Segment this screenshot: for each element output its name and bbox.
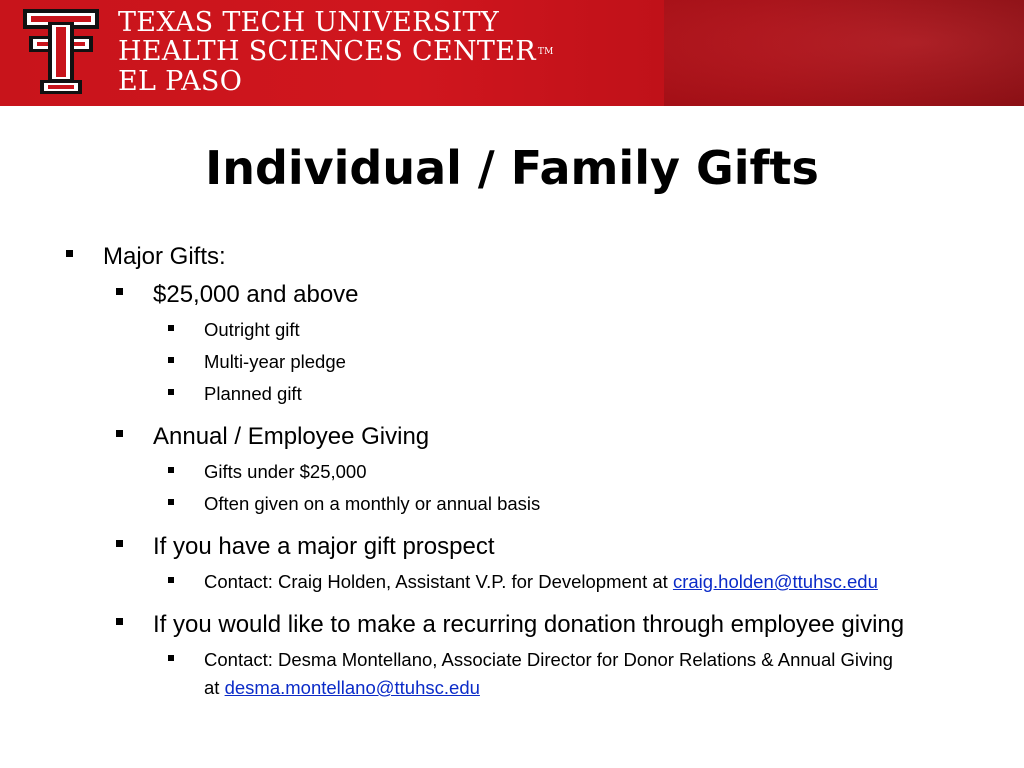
- list-item-text: Gifts under $25,000: [204, 461, 367, 482]
- slide-title: Individual / Family Gifts: [205, 141, 819, 195]
- list-item-text: Planned gift: [204, 383, 302, 404]
- list-item-text: If you would like to make a recurring donation through employee giving: [153, 611, 905, 638]
- bullet-list: [0, 238, 1024, 702]
- list-item-text-continued: at desma.montellano@ttuhsc.edu: [204, 677, 480, 698]
- header-banner: [0, 0, 1024, 106]
- list-item-text: If you have a major gift prospect: [153, 533, 495, 560]
- double-t-logo-icon: [22, 8, 100, 96]
- list-item-text: Outright gift: [204, 319, 300, 340]
- bullet-square-icon: [116, 430, 123, 437]
- list-item-often: [0, 488, 994, 520]
- list-item-text: Often given on a monthly or annual basis: [204, 493, 541, 514]
- brand-line-3: EL PASO: [118, 66, 243, 97]
- email-link-desma-montellano[interactable]: desma.montellano@ttuhsc.edu: [224, 677, 480, 698]
- bullet-square-icon: [168, 655, 174, 661]
- list-item-text: Major Gifts:: [103, 243, 226, 270]
- brand-line-2: HEALTH SCIENCES CENTER TM: [118, 36, 554, 67]
- list-item-multi-year: [0, 346, 994, 378]
- email-link-craig-holden[interactable]: craig.holden@ttuhsc.edu: [672, 571, 878, 592]
- list-item-25k: [0, 276, 1024, 314]
- bullet-square-icon: [168, 467, 174, 473]
- bullet-square-icon: [168, 357, 174, 363]
- list-item-annual: [0, 418, 1024, 456]
- list-item-text: Multi-year pledge: [204, 351, 346, 372]
- list-item-recurring: [0, 606, 1024, 644]
- bullet-square-icon: [168, 577, 174, 583]
- list-item-under-25k: [0, 456, 994, 488]
- list-item-text: $25,000 and above: [153, 281, 359, 308]
- list-item-prospect: [0, 528, 1024, 566]
- list-item-text: Contact: Craig Holden, Assistant V.P. for Development at: [204, 571, 673, 592]
- bullet-square-icon: [116, 618, 123, 625]
- list-item-planned: [0, 378, 994, 410]
- list-item-contact-1: [0, 566, 994, 598]
- bullet-square-icon: [116, 288, 123, 295]
- list-item-text: Contact: Desma Montellano, Associate Director for Donor Relations & Annual Giving: [204, 649, 893, 670]
- list-item-major-gifts: [0, 238, 1024, 276]
- list-item-text: Annual / Employee Giving: [153, 423, 430, 450]
- bullet-square-icon: [66, 250, 73, 257]
- bullet-square-icon: [168, 389, 174, 395]
- trademark-mark: TM: [537, 47, 554, 57]
- brand-line-1: TEXAS TECH UNIVERSITY: [118, 7, 499, 38]
- list-item-outright: [0, 314, 994, 346]
- brand-name: [118, 8, 554, 96]
- list-item-contact-2: [0, 644, 994, 702]
- bullet-square-icon: [168, 499, 174, 505]
- bullet-square-icon: [116, 540, 123, 547]
- bullet-square-icon: [168, 325, 174, 331]
